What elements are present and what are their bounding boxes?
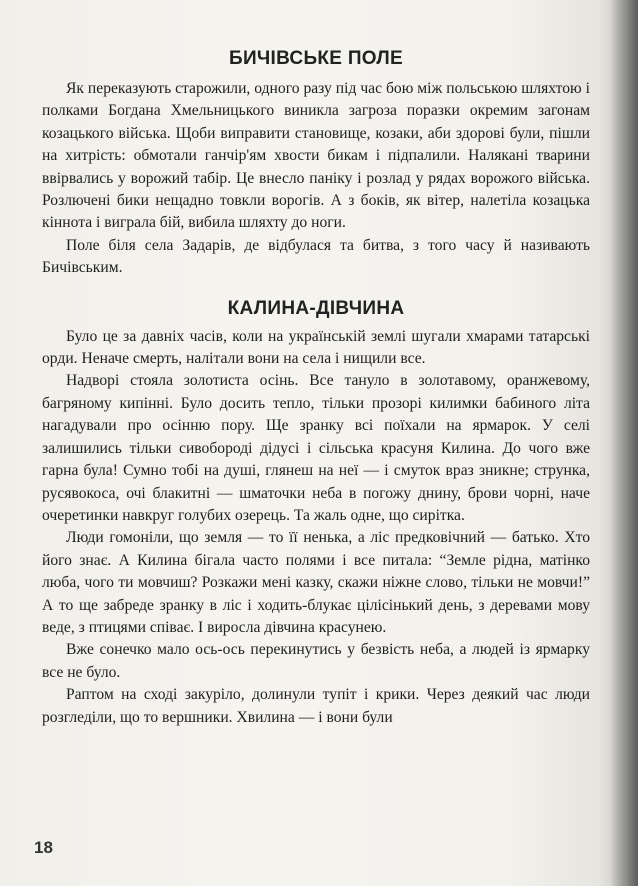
paragraph: Надворі стояла золотиста осінь. Все тануло в золотавому, оранжевому, багряному кипінні. Було досить тепло, тільки прозорі килимки бабиного літа нагадували про осінню пору. Ще зранку всі поїхали на ярмарок. У селі залишились тільки сивобороді дідусі і сільська красуня Килина. До чого вже гарна була! Сумно тобі на душі, глянеш на неї — і смуток враз зникне; струнка, русявокоса, очі блакитні — шматочки неба в погожу днину, брови чорні, наче очеретинки навкруг голубих озерець. Та жаль одне, що сирітка. xyxy=(42,372,590,524)
page-content xyxy=(42,48,590,729)
paragraph: Було це за давніх часів, коли на українській землі шугали хмарами татарські орди. Неначе смерть, налітали вони на села і нищили все. xyxy=(42,327,590,368)
page-number: 18 xyxy=(34,838,53,857)
paragraph: Поле біля села Задарів, де відбулася та битва, з того часу й називають Бичівським. xyxy=(42,236,590,277)
paragraph: Раптом на сході закуріло, долинули тупіт і крики. Через деякий час люди розгледіли, що то вершники. Хвилина — і вони були xyxy=(42,686,590,726)
paragraph: Як переказують старожили, одного разу під час бою між польською шляхтою і полками Богдана Хмельницького виникла загроза поразки окремим загонам козацького війська. Щоби виправити становище, козаки, аби здорові були, пішли на хитрість: обмотали ганчір'ям хвости бикам і підпалили. Налякані тварини ввірвались у ворожий табір. Це внесло паніку і розлад у рядах ворожого війська. Розлючені бики нещадно товкли ворогів. А з боків, як вітер, налетіла козацька кіннота і виграла бій, вибила шляхту до ноги. xyxy=(42,80,590,232)
paragraph: Вже сонечко мало ось-ось перекинутись у безвість неба, а людей із ярмарку все не було. xyxy=(42,641,590,681)
section-title-bychivske-pole: БИЧІВСЬКЕ ПОЛЕ xyxy=(228,48,404,69)
page-binding-shadow xyxy=(610,0,638,886)
section-title-kalyna-divchyna: КАЛИНА-ДІВЧИНА xyxy=(227,297,405,319)
paragraph: Люди гомоніли, що земля — то її ненька, а ліс предковічний — батько. Хто його знає. А Килина бігала часто полями і все питала: “Земле рідна, матінко люба, чого ти мовчиш? Розкажи мені казку, скажи ніжне слово, тільки не мовчи!” А то ще забреде зранку в ліс і ходить-блукає цілісінький день, з деревами мову веде, з птицями співає. І виросла дівчина красунею. xyxy=(42,529,590,636)
